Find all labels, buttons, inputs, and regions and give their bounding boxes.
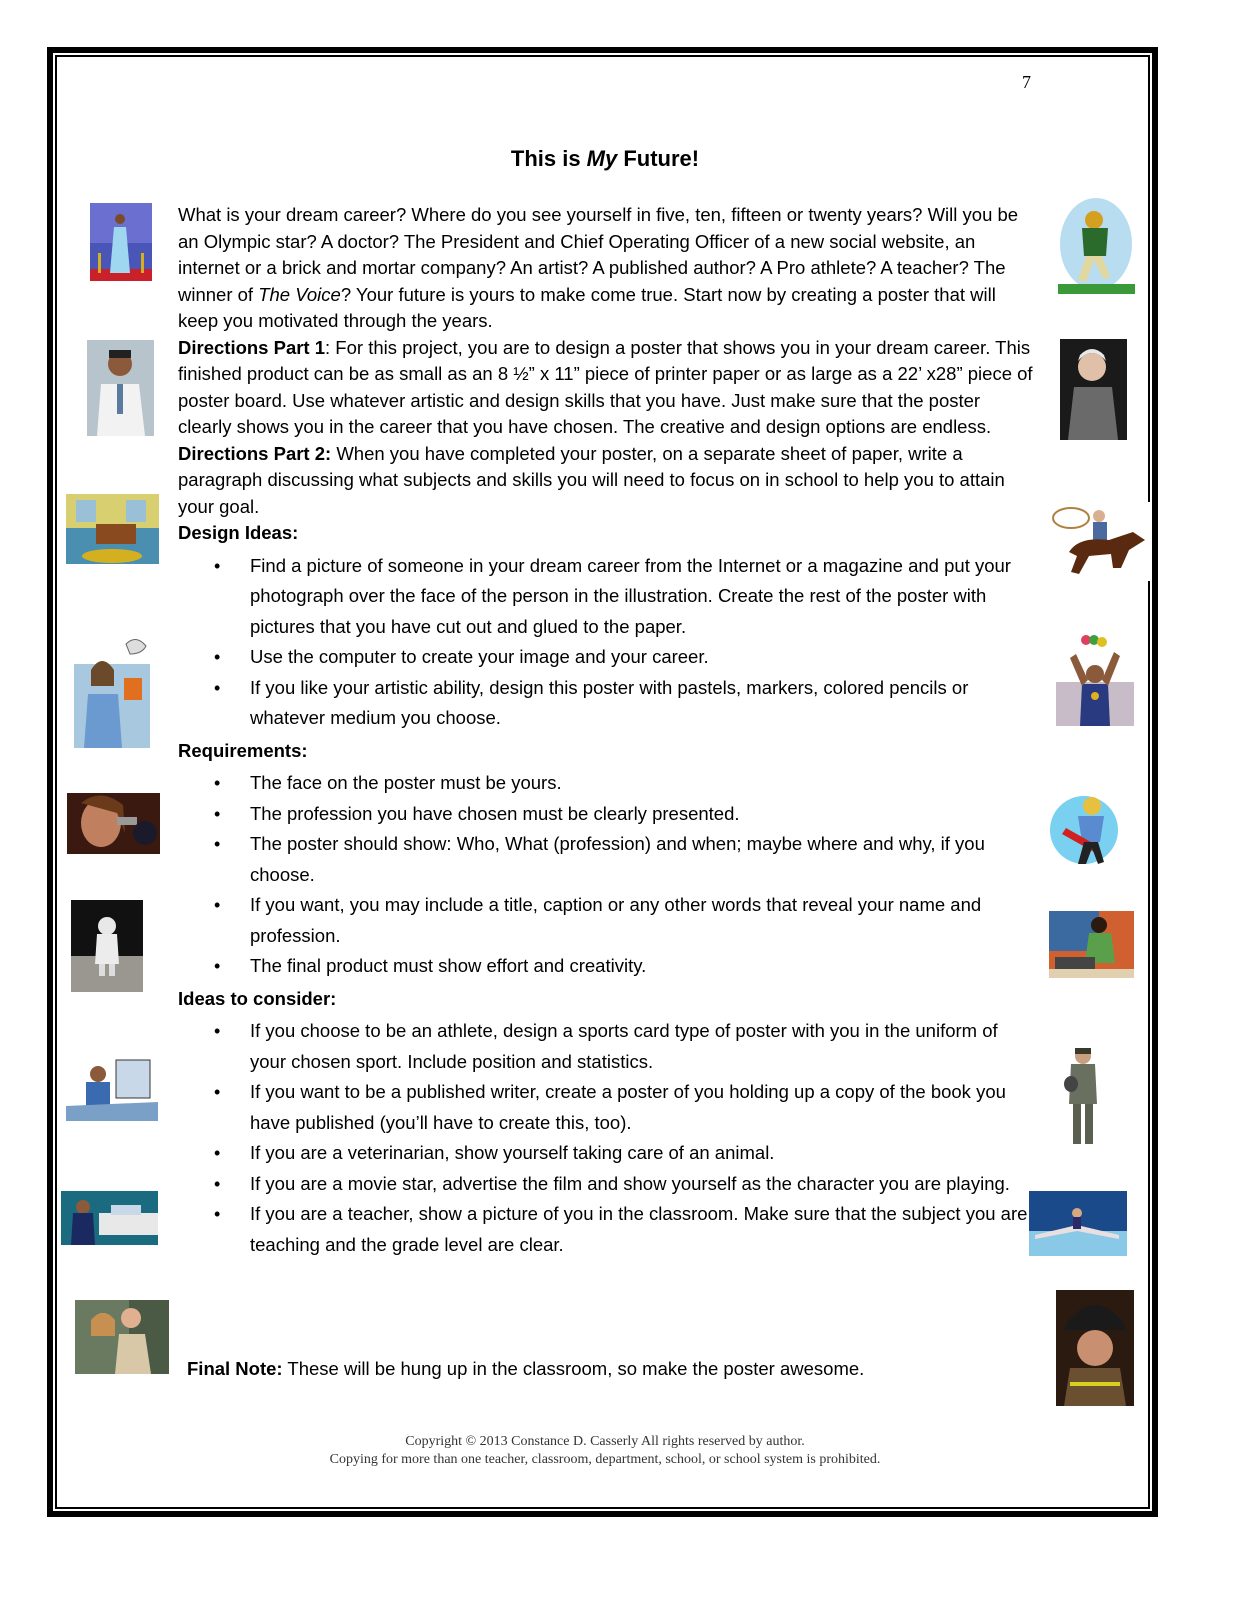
singer-photo [67, 793, 160, 854]
list-item: • The face on the poster must be yours. [178, 768, 1038, 799]
firefighter-photo [1056, 1290, 1134, 1406]
directions-part-1: Directions Part 1: For this project, you are to design a poster that shows you in your dream career. This finished product can be as small as an 8 ½” x 11” piece of printer paper or as large as a 22’ x28” piece of poster board. Use whatever artistic and design skills that you have. Just make sure that the poster clearly shows you in the career that you have chosen. The creative and design options are endless. [178, 336, 1033, 437]
teacher-photo [75, 1300, 169, 1374]
list-item: • Use the computer to create your image and your career. [178, 642, 1038, 673]
intro-paragraph: What is your dream career? Where do you see yourself in five, ten, fifteen or twenty years? Will you be an Olympic star? A doctor? The President and Chief Operating Officer of a new social website, an internet or a brick and mortar company? An artist? A published author? A Pro athlete? A teacher? The winner of The Voice? Your future is yours to make come true. Start now by creating a poster that will keep you motivated through the years. [178, 204, 1019, 331]
movie-star-clipart [90, 203, 152, 281]
businesswoman-photo [1060, 339, 1127, 440]
list-item: • If you want, you may include a title, caption or any other words that reveal your name and profession. [178, 890, 1038, 951]
list-item: • Find a picture of someone in your dream career from the Internet or a magazine and put your photograph over the face of the person in the illustration. Create the rest of the poster with pictures that you have cut out and glued to the paper. [178, 551, 1038, 643]
list-item: • The final product must show effort and creativity. [178, 951, 1038, 982]
requirements-list [178, 768, 1038, 982]
copyright-line: Copyright © 2013 Constance D. Casserly All rights reserved by author. [405, 1434, 805, 1449]
ideas-list [178, 1016, 1038, 1260]
architect-clipart [66, 1056, 158, 1121]
requirements-heading: Requirements: [178, 739, 308, 761]
gymnast-photo [1029, 1191, 1127, 1256]
police-officer-clipart [61, 1191, 158, 1245]
olympic-athlete-clipart [1056, 634, 1134, 726]
directions-part-2: Directions Part 2: When you have completed your poster, on a separate sheet of paper, write a paragraph discussing what subjects and skills you will need to focus on in school to help you to attain your goal. [178, 442, 1005, 517]
page-number: 7 [1022, 72, 1031, 92]
copying-notice: Copying for more than one teacher, classroom, department, school, or school system is prohibited. [329, 1452, 881, 1467]
list-item: • The profession you have chosen must be clearly presented. [178, 799, 1038, 830]
final-note: Final Note: These will be hung up in the classroom, so make the poster awesome. [187, 1358, 865, 1379]
rock-guitarist-clipart [1048, 792, 1120, 867]
list-item: • The poster should show: Who, What (profession) and when; maybe where and why, if you choose. [178, 829, 1038, 890]
list-item: • If you are a veterinarian, show yourself taking care of an animal. [178, 1138, 1038, 1169]
ideas-heading: Ideas to consider: [178, 987, 337, 1009]
football-player-clipart [1058, 198, 1135, 294]
cowboy-horse-clipart [1049, 502, 1152, 581]
list-item: • If you are a movie star, advertise the film and show yourself as the character you are playing. [178, 1169, 1038, 1200]
oval-office-clipart [66, 494, 159, 564]
list-item: • If you want to be a published writer, create a poster of you holding up a copy of the book you have published (you’ll have to create this, too). [178, 1077, 1038, 1138]
pilot-photo [1061, 1044, 1106, 1146]
astronaut-photo [71, 900, 143, 992]
list-item: • If you choose to be an athlete, design a sports card type of poster with you in the uniform of your chosen sport. Include position and statistics. [178, 1016, 1038, 1077]
design-ideas-heading: Design Ideas: [178, 522, 299, 543]
writer-typing-clipart [1049, 911, 1134, 978]
list-item: • If you like your artistic ability, design this poster with pastels, markers, colored pencils or whatever medium you choose. [178, 673, 1038, 734]
design-ideas-list [178, 551, 1038, 734]
main-content [178, 202, 1038, 1264]
page-title: This is My Future! [510, 146, 700, 171]
news-reporter-clipart [74, 634, 150, 748]
doctor-photo [87, 340, 154, 436]
copyright-footer [0, 1433, 1210, 1469]
list-item: • If you are a teacher, show a picture of you in the classroom. Make sure that the subject you are teaching and the grade level are clear. [178, 1199, 1038, 1260]
